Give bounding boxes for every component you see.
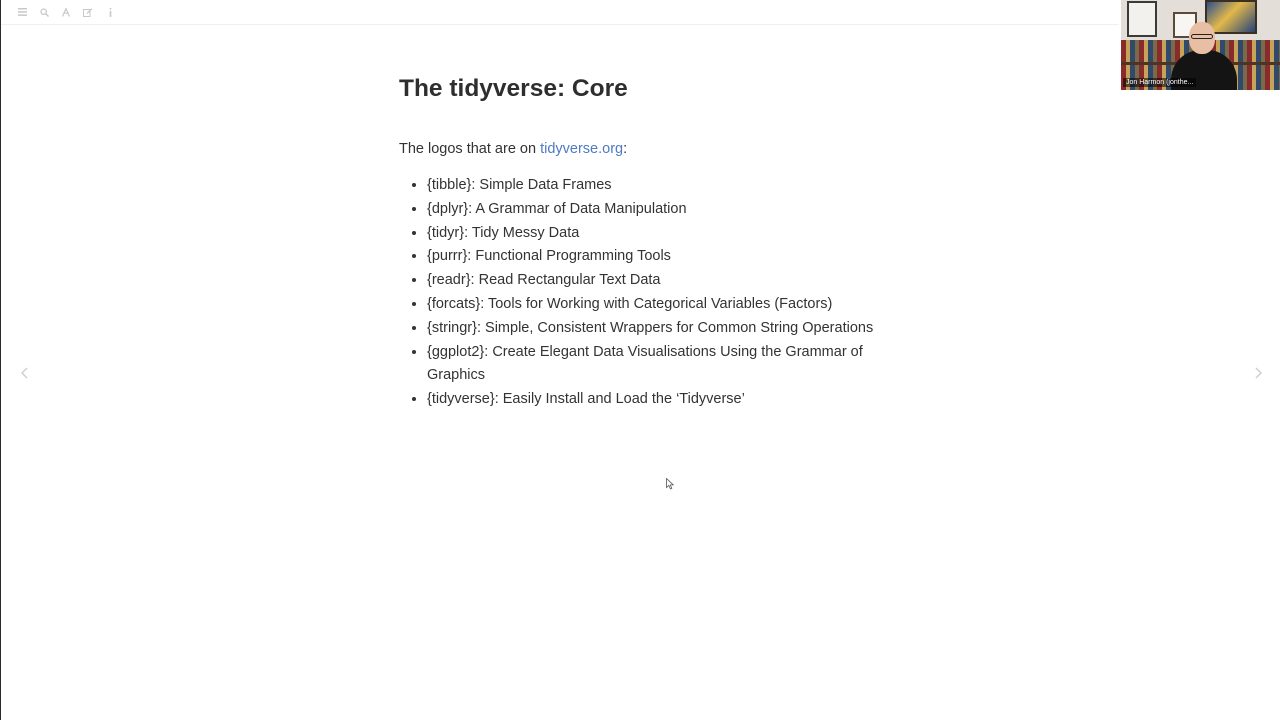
list-item: • {tibble}: Simple Data Frames xyxy=(427,174,879,198)
video-person-glasses xyxy=(1191,34,1213,39)
webcam-video-tile xyxy=(1121,0,1280,90)
chevron-left-icon xyxy=(21,367,28,379)
search-button[interactable] xyxy=(33,1,55,23)
list-item: • {readr}: Read Rectangular Text Data xyxy=(427,269,879,293)
search-icon xyxy=(40,8,49,17)
menu-icon xyxy=(18,8,27,16)
mouse-cursor-icon xyxy=(666,477,674,495)
chevron-right-icon xyxy=(1255,367,1262,379)
list-item: • {ggplot2}: Create Elegant Data Visualisations Using the Grammar of Graphics xyxy=(427,341,879,389)
list-item: • {forcats}: Tools for Working with Categorical Variables (Factors) xyxy=(427,293,879,317)
page-title: The tidyverse: Core xyxy=(399,75,628,102)
menu-toggle-button[interactable] xyxy=(11,1,33,23)
info-button[interactable] xyxy=(99,1,121,23)
video-picture-frame xyxy=(1127,1,1157,37)
list-item: • {tidyr}: Tidy Messy Data xyxy=(427,222,879,246)
slide-content xyxy=(399,70,879,412)
previous-page-button[interactable] xyxy=(14,362,34,384)
list-item: • {stringr}: Simple, Consistent Wrappers for Common String Operations xyxy=(427,317,879,341)
edit-button[interactable] xyxy=(77,1,99,23)
list-item: • {tidyverse}: Easily Install and Load the ‘Tidyverse’ xyxy=(427,388,879,412)
intro-text xyxy=(399,138,879,160)
next-page-button[interactable] xyxy=(1248,362,1268,384)
tidyverse-link[interactable]: tidyverse.org xyxy=(540,141,624,157)
font-settings-button[interactable] xyxy=(55,1,77,23)
intro-suffix: : xyxy=(623,141,628,157)
info-icon xyxy=(109,8,112,17)
font-icon xyxy=(62,8,70,17)
participant-name-tag: Jon Harmon (jonthe... xyxy=(1123,78,1196,87)
intro-prefix: The logos that are on xyxy=(399,141,541,157)
list-item: • {dplyr}: A Grammar of Data Manipulation xyxy=(427,198,879,222)
list-item: • {purrr}: Functional Programming Tools xyxy=(427,245,879,269)
package-list xyxy=(399,174,879,412)
book-toolbar xyxy=(1,0,1119,25)
edit-icon xyxy=(83,8,93,17)
